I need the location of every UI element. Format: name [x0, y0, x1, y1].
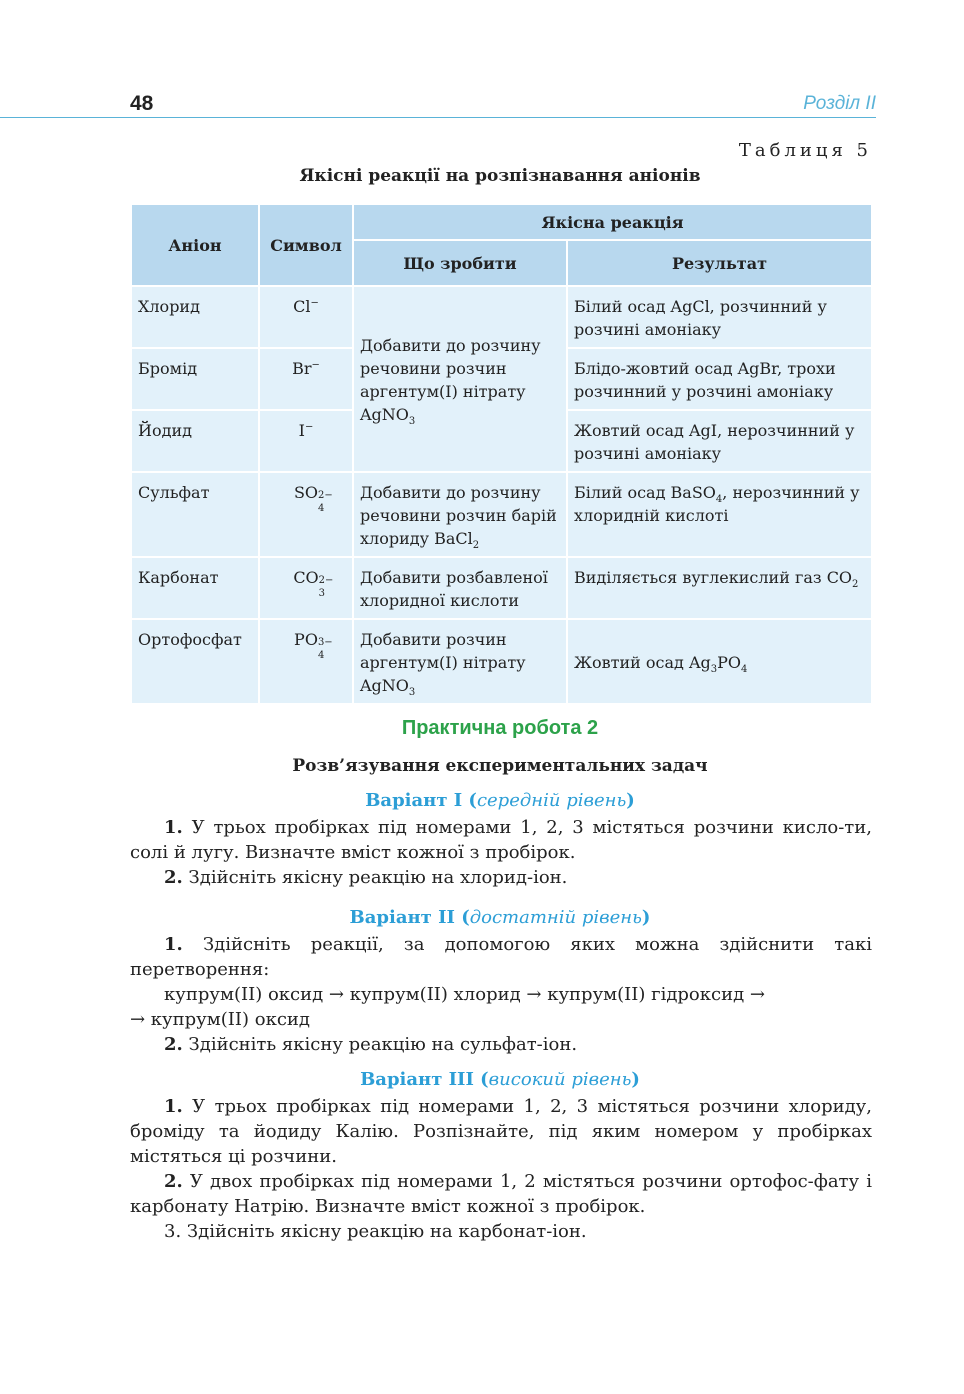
- practical-title: Практична робота 2: [401, 717, 599, 739]
- task: 1. У трьох пробірках під номерами 1, 2, 3 містяться розчини хлориду, броміду та йодиду Калію. Розпізнайте, під яким номером у пробірках містяться ці розчини.: [130, 1096, 872, 1167]
- anion-symbol: CO 2− 3: [259, 557, 353, 619]
- header-symbol: Символ: [259, 204, 353, 286]
- result: Блідо-жовтий осад AgBr, трохи розчинний у розчині амоніаку: [567, 348, 872, 410]
- anion-symbol: Br−: [259, 348, 353, 410]
- result: Білий осад AgCl, розчинний у розчині амоніаку: [567, 286, 872, 348]
- header-result: Результат: [567, 240, 872, 286]
- anion-symbol: I−: [259, 410, 353, 472]
- result: Жовтий осад $Ag_3PO_4$: [567, 619, 872, 704]
- anion-symbol: SO 2− 4: [259, 472, 353, 557]
- table-row: [131, 557, 872, 619]
- anion-name: Йодид: [131, 410, 259, 472]
- header-reaction: Якісна реакція: [353, 204, 872, 240]
- action: Добавити розбавленої хлоридної кислоти: [353, 557, 567, 619]
- result: Жовтий осад AgI, нерозчинний у розчині амоніаку: [567, 410, 872, 472]
- section-name: Розділ II: [803, 93, 876, 114]
- anion-name: Сульфат: [131, 472, 259, 557]
- practical-subtitle: Розв’язування експериментальних задач: [292, 756, 708, 776]
- task: 2. Здійсніть якісну реакцію на сульфат-іон.: [164, 1034, 578, 1055]
- variant-3-heading: Варіант III (високий рівень): [360, 1069, 640, 1090]
- variant-3-tasks: [130, 1094, 872, 1244]
- page-number: 48: [130, 92, 154, 115]
- variant-2-tasks: [130, 932, 872, 1057]
- header-rule: [0, 117, 876, 118]
- page-header: [0, 88, 964, 118]
- header-anion: Аніон: [131, 204, 259, 286]
- header-what-to-do: Що зробити: [353, 240, 567, 286]
- anion-name: Хлорид: [131, 286, 259, 348]
- anion-name: Ортофосфат: [131, 619, 259, 704]
- task: 2. Здійсніть якісну реакцію на хлорид-іон.: [164, 867, 568, 888]
- action: Добавити до розчину речовини розчин барій хлориду BaCl$_2$: [353, 472, 567, 557]
- table-title: Якісні реакції на розпізнавання аніонів: [299, 166, 701, 186]
- anion-name: Карбонат: [131, 557, 259, 619]
- action: Добавити розчин аргентум(I) нітрату AgNO$_3$: [353, 619, 567, 704]
- result: Білий осад BaSO$_4$, нерозчинний у хлоридній кислоті: [567, 472, 872, 557]
- halide-action: Добавити до розчину речовини розчин аргентум(I) нітрату AgNO$_3$: [353, 286, 567, 472]
- result: Виділяється вуглекислий газ $CO_2$: [567, 557, 872, 619]
- table-label: Таблиця 5: [738, 140, 872, 161]
- task: 1. Здійсніть реакції, за допомогою яких можна здійснити такі перетворення:: [130, 934, 872, 980]
- variant-2-heading: Варіант II (достатній рівень): [349, 907, 651, 928]
- task: 3. Здійсніть якісну реакцію на карбонат-іон.: [164, 1221, 587, 1242]
- chain-line: → купрум(II) оксид: [130, 1009, 310, 1030]
- chain-line: купрум(II) оксид → купрум(II) хлорид → купрум(II) гідроксид →: [164, 984, 765, 1005]
- table-row: [131, 286, 872, 348]
- anion-symbol: PO 3− 4: [259, 619, 353, 704]
- task: 1. У трьох пробірках під номерами 1, 2, 3 містяться розчини кисло-ти, солі й лугу. Визначте вміст кожної з пробірок.: [130, 817, 872, 863]
- anion-symbol: Cl−: [259, 286, 353, 348]
- variant-1-heading: Варіант I (середній рівень): [365, 790, 635, 811]
- table-row: [131, 619, 872, 704]
- task: 2. У двох пробірках під номерами 1, 2 містяться розчини ортофос-фату і карбонату Натрію. Визначте вміст кожної з пробірок.: [130, 1171, 872, 1217]
- anion-name: Бромід: [131, 348, 259, 410]
- table-row: [131, 472, 872, 557]
- variant-1-tasks: [130, 815, 872, 890]
- anion-reactions-table: [130, 203, 873, 705]
